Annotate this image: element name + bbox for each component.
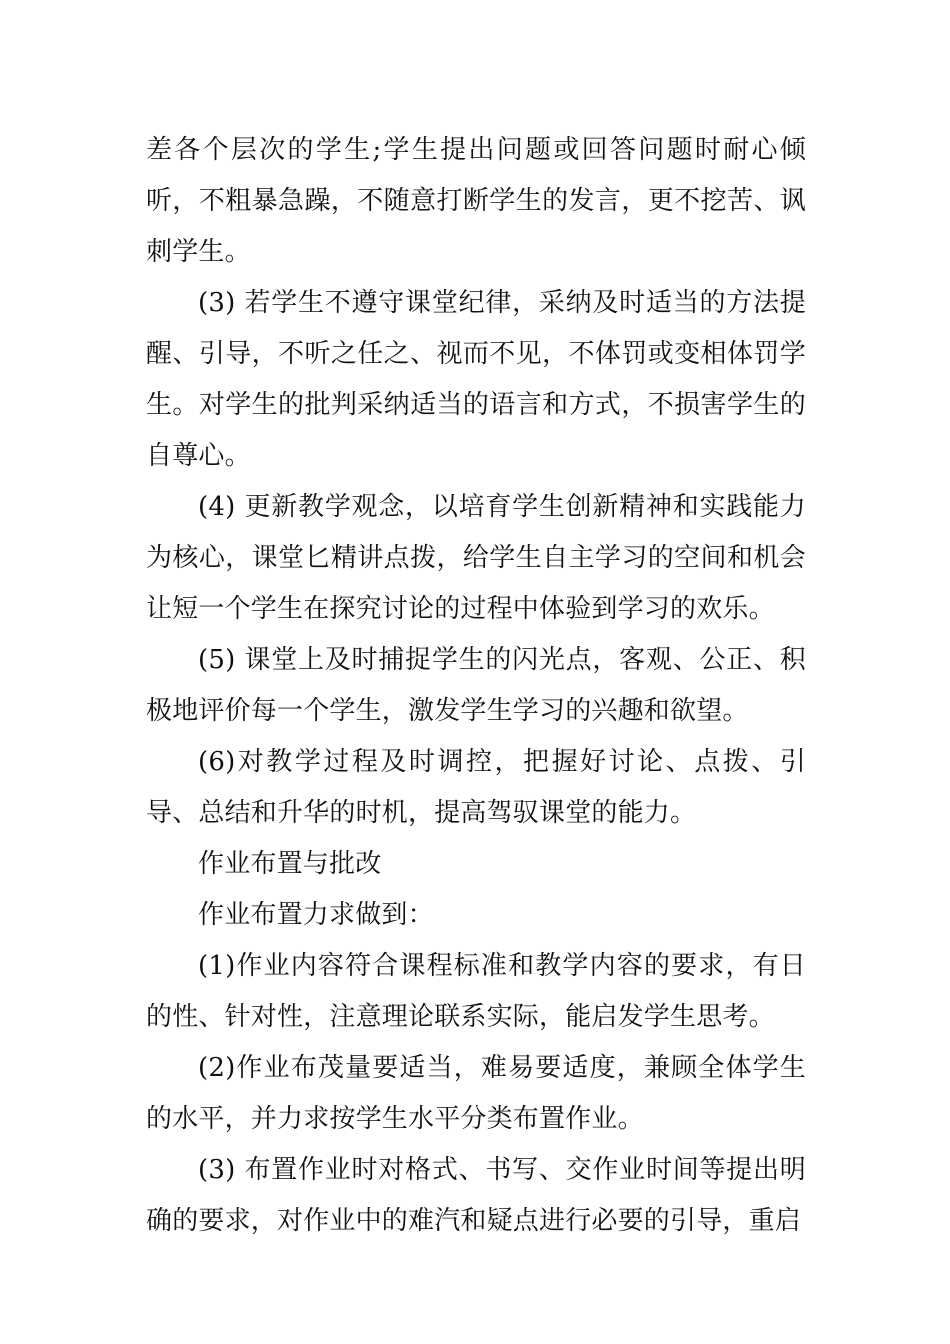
paragraph-5: (6)对教学过程及时调控，把握好讨论、点拨、引导、总结和升华的时机，提高驾驭课堂的能力。 [146,747,806,828]
body-text [146,125,806,1247]
paragraph-1: 差各个层次的学生;学生提出问题或回答问题时耐心倾听，不粗暴急躁，不随意打断学生的发言，更不挖苦、讽刺学生。 [146,135,806,267]
paragraph-2: (3) 若学生不遵守课堂纪律，采纳及时适当的方法提醒、引导，不听之任之、视而不见，不体罚或变相体罚学生。对学生的批判采纳适当的语言和方式，不损害学生的自尊心。 [146,288,806,471]
paragraph-9: (2)作业布茂量要适当，难易要适度，兼顾全体学生的水平，并力求按学生水平分类布置作业。 [146,1053,806,1134]
paragraph-8: (1)作业内容符合课程标准和教学内容的要求，有日的性、针对性，注意理论联系实际，能启发学生思考。 [146,951,806,1032]
paragraph-3: (4) 更新教学观念，以培育学生创新精神和实践能力为核心，课堂匕精讲点拨，给学生自主学习的空间和机会让短一个学生在探究讨论的过程中体验到学习的欢乐。 [146,492,806,624]
paragraph-7: 作业布置力求做到： [198,900,434,930]
paragraph-4: (5) 课堂上及时捕捉学生的闪光点，客观、公正、积极地评价每一个学生，激发学生学习的兴趣和欲望。 [146,645,806,726]
section-heading: 作业布置与批改 [198,849,382,879]
paragraph-10: (3) 布置作业时对格式、书写、交作业时间等提出明确的要求，对作业中的难汽和疑点进行必要的引导，重启 [146,1155,806,1236]
